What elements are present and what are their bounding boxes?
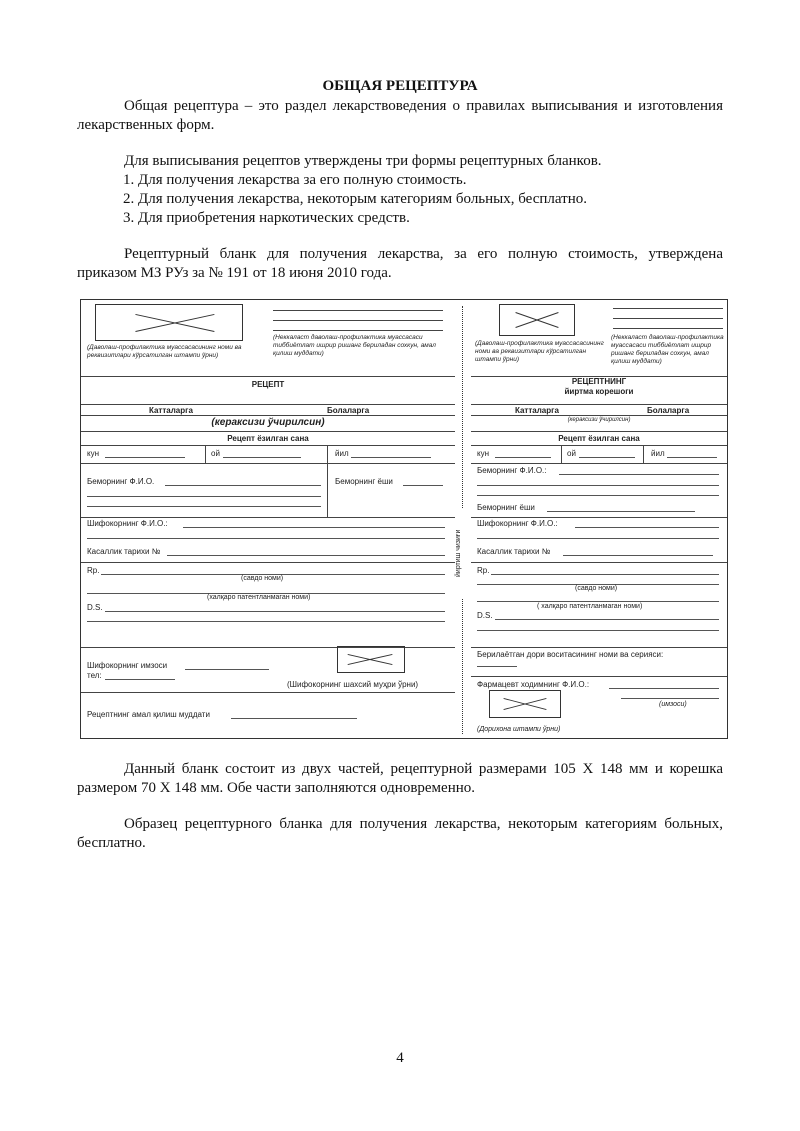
case-history-label: Касаллик тарихи № — [477, 547, 551, 556]
stamp-placeholder-right — [499, 304, 575, 336]
stamp-caption-right: (Даволаш-профилактика муассасасининг номи ва реквизитлари кўрсатилган штампи ўрни) — [475, 340, 604, 363]
pharmacy-stamp-caption: (Дорихона штампи ўрни) — [477, 726, 561, 733]
stub-heading: РЕЦЕПТНИНГ — [571, 377, 627, 386]
order-paragraph: Рецептурный бланк для получения лекарства, за его полную стоимость, утверждена приказом МЗ РУз за № 191 от 18 июня 2010 года. — [77, 246, 723, 281]
blank-description: Данный бланк состоит из двух частей, рецептурной размерами 105 Х 148 мм и корешка размером 70 Х 148 мм. Обе части заполняются одновременно. — [77, 761, 723, 796]
case-history-label: Касаллик тарихи № — [87, 547, 161, 556]
date-header: Рецепт ёзилган сана — [227, 434, 309, 443]
forms-list — [123, 171, 587, 228]
list-item: 1. Для получения лекарства за его полную стоимость. — [123, 172, 467, 188]
free-sample-paragraph: Образец рецептурного бланка для получения лекарства, некоторым категориям больных, бесплатно. — [77, 816, 723, 851]
seal-placeholder-left — [337, 646, 405, 673]
list-item: 2. Для получения лекарства, некоторым категориям больных, бесплатно. — [123, 191, 587, 207]
seal-cross-icon — [338, 647, 404, 672]
stamp-cross-icon — [490, 691, 560, 717]
patient-name-label: Беморнинг Ф.И.О. — [87, 477, 155, 486]
year-label: йил — [651, 449, 665, 458]
patient-age-label: Беморнинг ёши — [477, 503, 535, 512]
page-title: ОБЩАЯ РЕЦЕПТУРА — [322, 78, 478, 94]
pharmacist-name-label: Фармацевт ходимнинг Ф.И.О.: — [477, 680, 590, 689]
list-item: 3. Для приобретения наркотических средств. — [123, 210, 410, 226]
signature-caption: (имзоси) — [659, 701, 687, 708]
delete-unneeded-hint: (кераксизи ўчирилсин) — [567, 417, 631, 423]
ds-label: D.S. — [87, 603, 103, 612]
prescription-heading: РЕЦЕПТ — [251, 380, 285, 389]
doctor-name-label: Шифокорнинг Ф.И.О.: — [477, 519, 558, 528]
date-header: Рецепт ёзилган сана — [558, 434, 640, 443]
forms-intro: Для выписывания рецептов утверждены три формы рецептурных бланков. — [124, 153, 602, 169]
prescription-main-part — [81, 300, 455, 738]
ds-label: D.S. — [477, 611, 493, 620]
tear-line-label: йиртиш чизиғи — [455, 508, 471, 598]
institution-caption-left: (Неккаласт даволаш-профилактика муассасаси тиббиётлат ишрир ришанг бериладан сохкун, амал қилиш муддати) — [273, 334, 436, 357]
stamp-placeholder-left — [95, 304, 243, 341]
stamp-cross-icon — [96, 305, 242, 340]
intl-name-caption: (халқаро патентланмаган номи) — [207, 594, 311, 601]
trade-name-caption: (савдо номи) — [241, 575, 284, 582]
intro-paragraph: Общая рецептура – это раздел лекарствоведения о правилах выписывания и изготовления лекарственных форм. — [77, 98, 723, 133]
pharmacy-stamp-placeholder — [489, 690, 561, 718]
trade-name-caption: (савдо номи) — [575, 585, 618, 592]
year-label: йил — [335, 449, 349, 458]
stamp-caption-left: (Даволаш-профилактика муассасасининг номи ва реквизитлари кўрсатилган штампи ўрни) — [87, 344, 242, 359]
institution-caption-right: (Неккаласт даволаш-профилактика муассасаси тиббиётлат ишрир ришанг бериладан сохкун, амал қилиш муддати) — [611, 334, 724, 365]
rp-label: Rp. — [87, 566, 100, 575]
prescription-stub-part — [471, 300, 727, 738]
prescription-form — [80, 299, 728, 739]
rp-label: Rp. — [477, 566, 490, 575]
doctor-signature-label: Шифокорнинг имзоси — [87, 661, 168, 670]
day-label: кун — [87, 449, 100, 458]
intl-name-caption: ( халқаро патентланмаган номи) — [537, 603, 643, 610]
adults-label: Катталарга — [149, 406, 193, 415]
phone-label: тел: — [87, 671, 102, 680]
personal-seal-caption: (Шифокорнинг шахсий муҳри ўрни) — [287, 680, 419, 689]
patient-name-label: Беморнинг Ф.И.О.: — [477, 466, 547, 475]
adults-label: Катталарга — [515, 406, 559, 415]
children-label: Болаларга — [327, 406, 370, 415]
stub-subheading: йиртма корешоги — [564, 387, 634, 396]
month-label: ой — [211, 449, 220, 458]
page-number: 4 — [396, 1050, 404, 1066]
stamp-cross-icon — [500, 305, 574, 335]
doctor-name-label: Шифокорнинг Ф.И.О.: — [87, 519, 168, 528]
validity-label: Рецептнинг амал қилиш муддати — [87, 710, 210, 719]
children-label: Болаларга — [647, 406, 690, 415]
month-label: ой — [567, 449, 576, 458]
patient-age-label: Беморнинг ёши — [335, 477, 393, 486]
day-label: кун — [477, 449, 490, 458]
dispensed-drug-label: Берилаётган дори воситасининг номи ва серияси: — [477, 650, 664, 659]
delete-unneeded-hint: (кераксизи ўчирилсин) — [211, 417, 325, 428]
